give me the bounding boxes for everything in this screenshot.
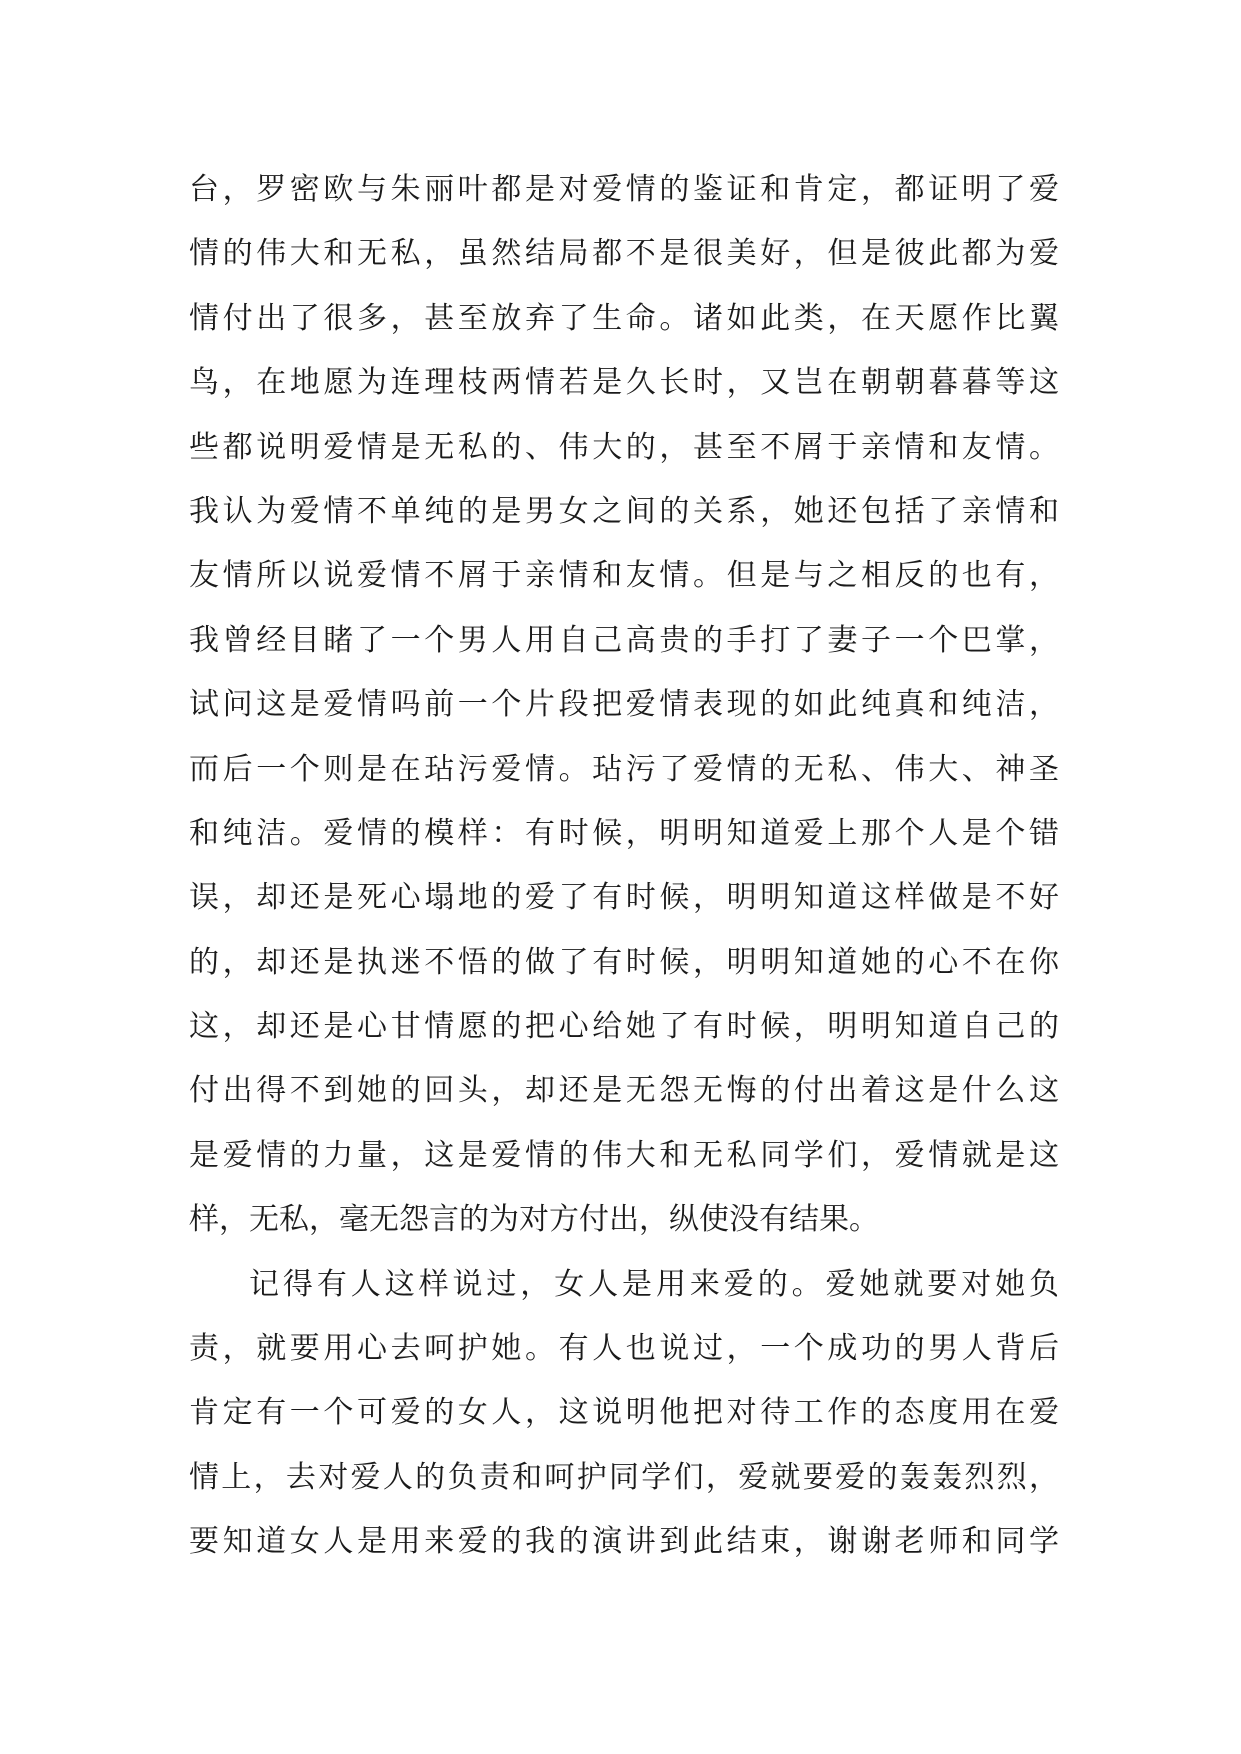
text-line: 要知道女人是用来爱的我的演讲到此结束，谢谢老师和同学 [189, 1524, 1059, 1560]
paragraph-end-line: 样，无私，毫无怨言的为对方付出，纵使没有结果。 [189, 1202, 879, 1238]
text-line: 的，却还是执迷不悟的做了有时候，明明知道她的心不在你 [189, 944, 1059, 980]
body-text [189, 158, 1059, 1575]
text-line: 肯定有一个可爱的女人，这说明他把对待工作的态度用在爱 [189, 1395, 1059, 1431]
text-line: 是爱情的力量，这是爱情的伟大和无私同学们，爱情就是这 [189, 1137, 1059, 1173]
text-line: 试问这是爱情吗前一个片段把爱情表现的如此纯真和纯洁， [189, 687, 1059, 723]
text-line: 误，却还是死心塌地的爱了有时候，明明知道这样做是不好 [189, 880, 1059, 916]
text-line: 而后一个则是在玷污爱情。玷污了爱情的无私、伟大、神圣 [189, 751, 1059, 787]
text-line: 情上，去对爱人的负责和呵护同学们，爱就要爱的轰轰烈烈， [189, 1459, 1059, 1495]
text-line: 情的伟大和无私，虽然结局都不是很美好，但是彼此都为爱 [189, 236, 1059, 272]
text-line: 我认为爱情不单纯的是男女之间的关系，她还包括了亲情和 [189, 493, 1059, 529]
text-line: 台，罗密欧与朱丽叶都是对爱情的鉴证和肯定，都证明了爱 [189, 172, 1059, 207]
text-line: 责，就要用心去呵护她。有人也说过，一个成功的男人背后 [189, 1331, 1059, 1367]
text-line: 付出得不到她的回头，却还是无怨无悔的付出着这是什么这 [189, 1073, 1059, 1109]
text-line: 这，却还是心甘情愿的把心给她了有时候，明明知道自己的 [189, 1009, 1059, 1045]
text-line: 鸟，在地愿为连理枝两情若是久长时，又岂在朝朝暮暮等这 [189, 365, 1059, 401]
text-line: 和纯洁。爱情的模样：有时候，明明知道爱上那个人是个错 [189, 815, 1059, 851]
text-line: 情付出了很多，甚至放弃了生命。诸如此类，在天愿作比翼 [189, 300, 1059, 336]
text-line: 我曾经目睹了一个男人用自己高贵的手打了妻子一个巴掌， [189, 622, 1059, 658]
text-line: 友情所以说爱情不屑于亲情和友情。但是与之相反的也有， [189, 558, 1059, 594]
text-line: 些都说明爱情是无私的、伟大的，甚至不屑于亲情和友情。 [189, 429, 1059, 465]
paragraph-start-line: 记得有人这样说过，女人是用来爱的。爱她就要对她负 [249, 1266, 1059, 1302]
